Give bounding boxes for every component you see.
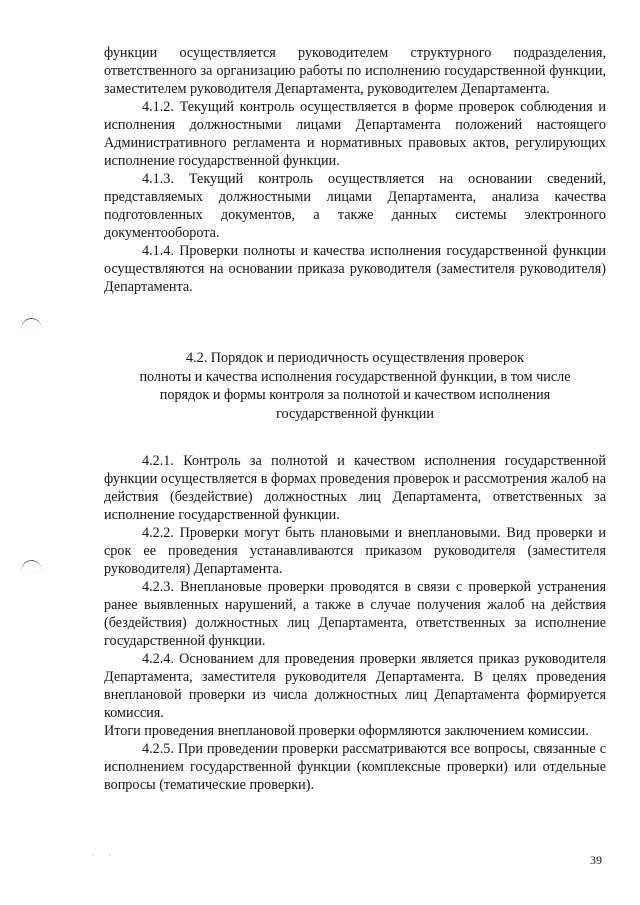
- paragraph-4-2-4: 4.2.4. Основанием для проведения проверки является приказ руководителя Департамента, заместителя руководителя Департамента. В целях проведения внеплановой проверки из числа должностных лиц Департамента формируется комиссия.: [104, 651, 606, 721]
- binder-hole-mark: [19, 559, 43, 575]
- paragraph-4-2-3: 4.2.3. Внеплановые проверки проводятся в связи с проверкой устранения ранее выявленных нарушений, а также в случае получения жалоб на действия (бездействия) должностных лиц Департамента, ответственных за исполнение государственной функции.: [104, 579, 606, 649]
- paragraph-4-1-3: 4.1.3. Текущий контроль осуществляется на основании сведений, представляемых должностными лицами Департамента, анализа качества подготовленных документов, а также данных системы электронного документооборота.: [104, 171, 606, 241]
- paragraph-4-2-1: 4.2.1. Контроль за полнотой и качеством исполнения государственной функции осуществляется в формах проведения проверок и рассмотрения жалоб на действия (бездействие) должностных лиц Департамента, ответственных за исполнение государственной функции.: [104, 453, 606, 523]
- paragraph-4-1-4: 4.1.4. Проверки полноты и качества исполнения государственной функции осуществляются на основании приказа руководителя (заместителя руководителя) Департамента.: [104, 243, 606, 295]
- top-text-block: [104, 44, 606, 296]
- paragraph-4-2-2: 4.2.2. Проверки могут быть плановыми и внеплановыми. Вид проверки и срок ее проведения устанавливаются приказом руководителя (заместителя руководителя) Департамента.: [104, 525, 606, 577]
- section-heading-4-2: [104, 349, 606, 423]
- heading-line: государственной функции: [276, 405, 434, 422]
- heading-line: порядок и формы контроля за полнотой и качеством исполнения: [159, 387, 551, 403]
- paragraph-continuation: функции осуществляется руководителем структурного подразделения, ответственного за организацию работы по исполнению государственной функции, заместителем руководителя Департамента, руководителем Департамента.: [104, 45, 606, 97]
- page-number: 39: [590, 853, 602, 867]
- bottom-text-block: [104, 452, 606, 794]
- paragraph-4-1-2: 4.1.2. Текущий контроль осуществляется в форме проверок соблюдения и исполнения должностными лицами Департамента положений настоящего Административного регламента и нормативных правовых актов, регулирующих исполнение государственной функции.: [104, 99, 606, 169]
- heading-line: 4.2. Порядок и периодичность осуществления проверок: [185, 350, 525, 366]
- paragraph-results: Итоги проведения внеплановой проверки оформляются заключением комиссии.: [104, 723, 589, 739]
- binder-hole-mark: [19, 317, 43, 333]
- scan-artifact: · ·: [92, 851, 118, 860]
- heading-line: полноты и качества исполнения государственной функции, в том числе: [139, 368, 571, 385]
- paragraph-4-2-5: 4.2.5. При проведении проверки рассматриваются все вопросы, связанные с исполнением государственной функции (комплексные проверки) или отдельные вопросы (тематические проверки).: [104, 741, 606, 793]
